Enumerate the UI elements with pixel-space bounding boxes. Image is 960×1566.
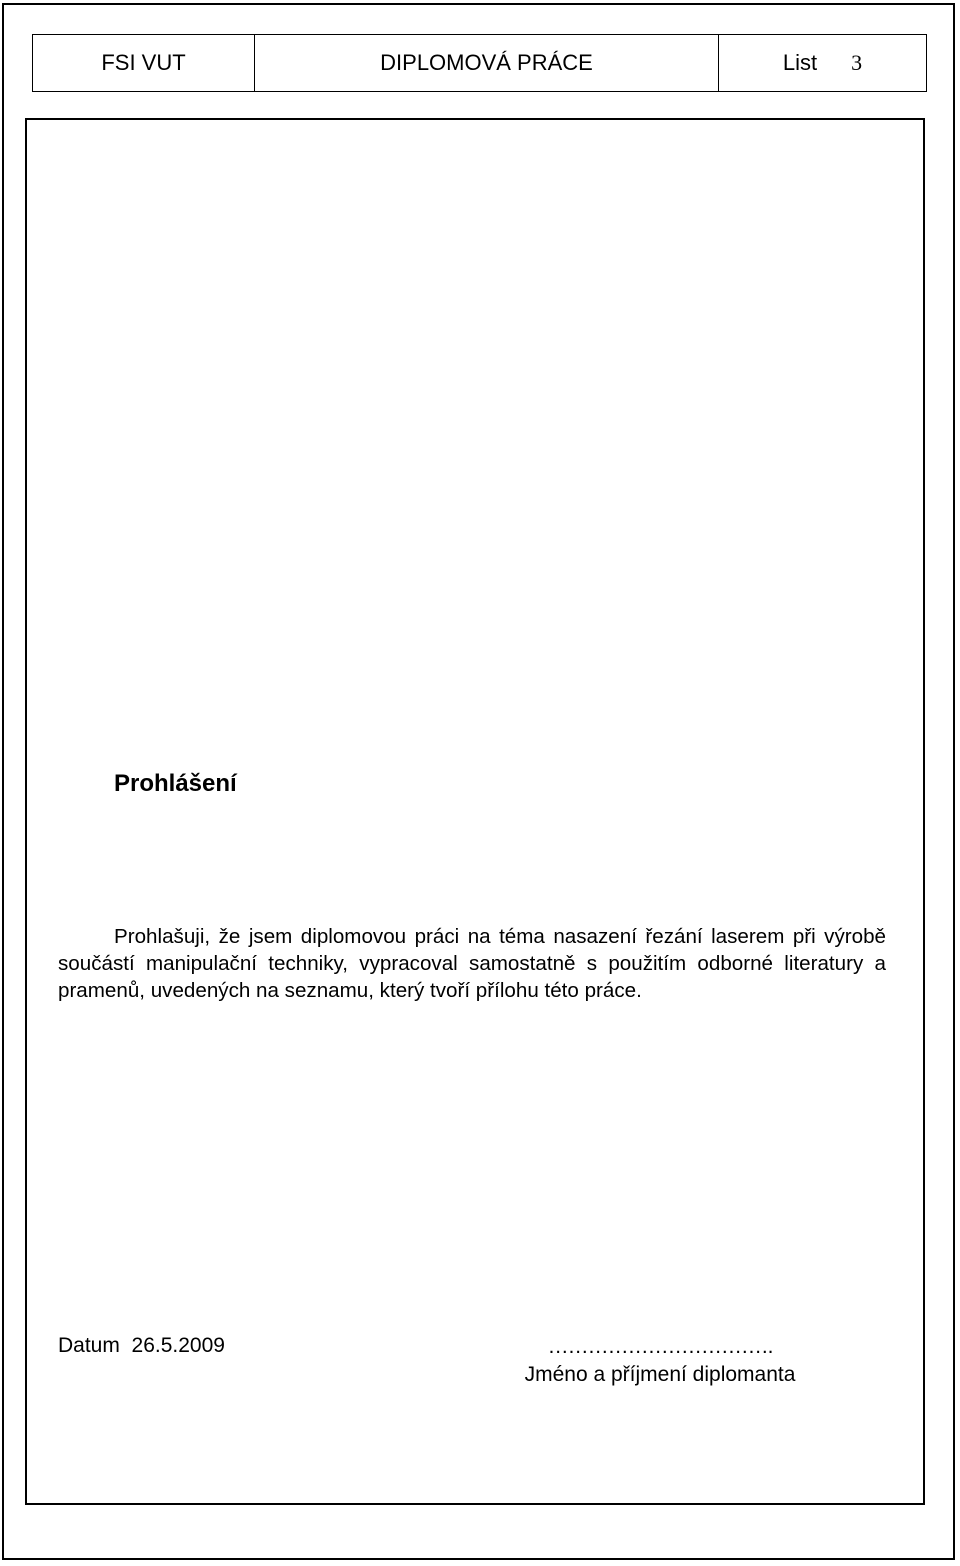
date-line xyxy=(58,1334,225,1358)
header-list-label: List xyxy=(782,50,818,75)
page-header xyxy=(32,34,927,92)
header-page xyxy=(719,35,926,91)
declaration-title: Prohlášení xyxy=(114,770,237,797)
signature-block xyxy=(490,1334,830,1390)
signature-dots: ……………………………. xyxy=(547,1335,773,1358)
header-doc-type-text: DIPLOMOVÁ PRÁCE xyxy=(380,50,593,75)
signature-label: Jméno a příjmení diplomanta xyxy=(524,1363,796,1386)
header-school xyxy=(33,35,255,91)
header-doc-type xyxy=(255,35,719,91)
declaration-text: Prohlašuji, že jsem diplomovou práci na téma nasazení řezání laserem při výrobě součástí manipulační techniky, vypracoval samostatně s použitím odborné literatury a pramenů, uvedených na seznamu, který tvoří přílohu této práce. xyxy=(58,925,886,1002)
content-frame xyxy=(25,118,925,1505)
header-list-number: 3 xyxy=(851,50,863,75)
header-school-text: FSI VUT xyxy=(101,50,186,75)
date-label: Datum xyxy=(58,1334,120,1357)
date-value: 26.5.2009 xyxy=(131,1334,225,1357)
